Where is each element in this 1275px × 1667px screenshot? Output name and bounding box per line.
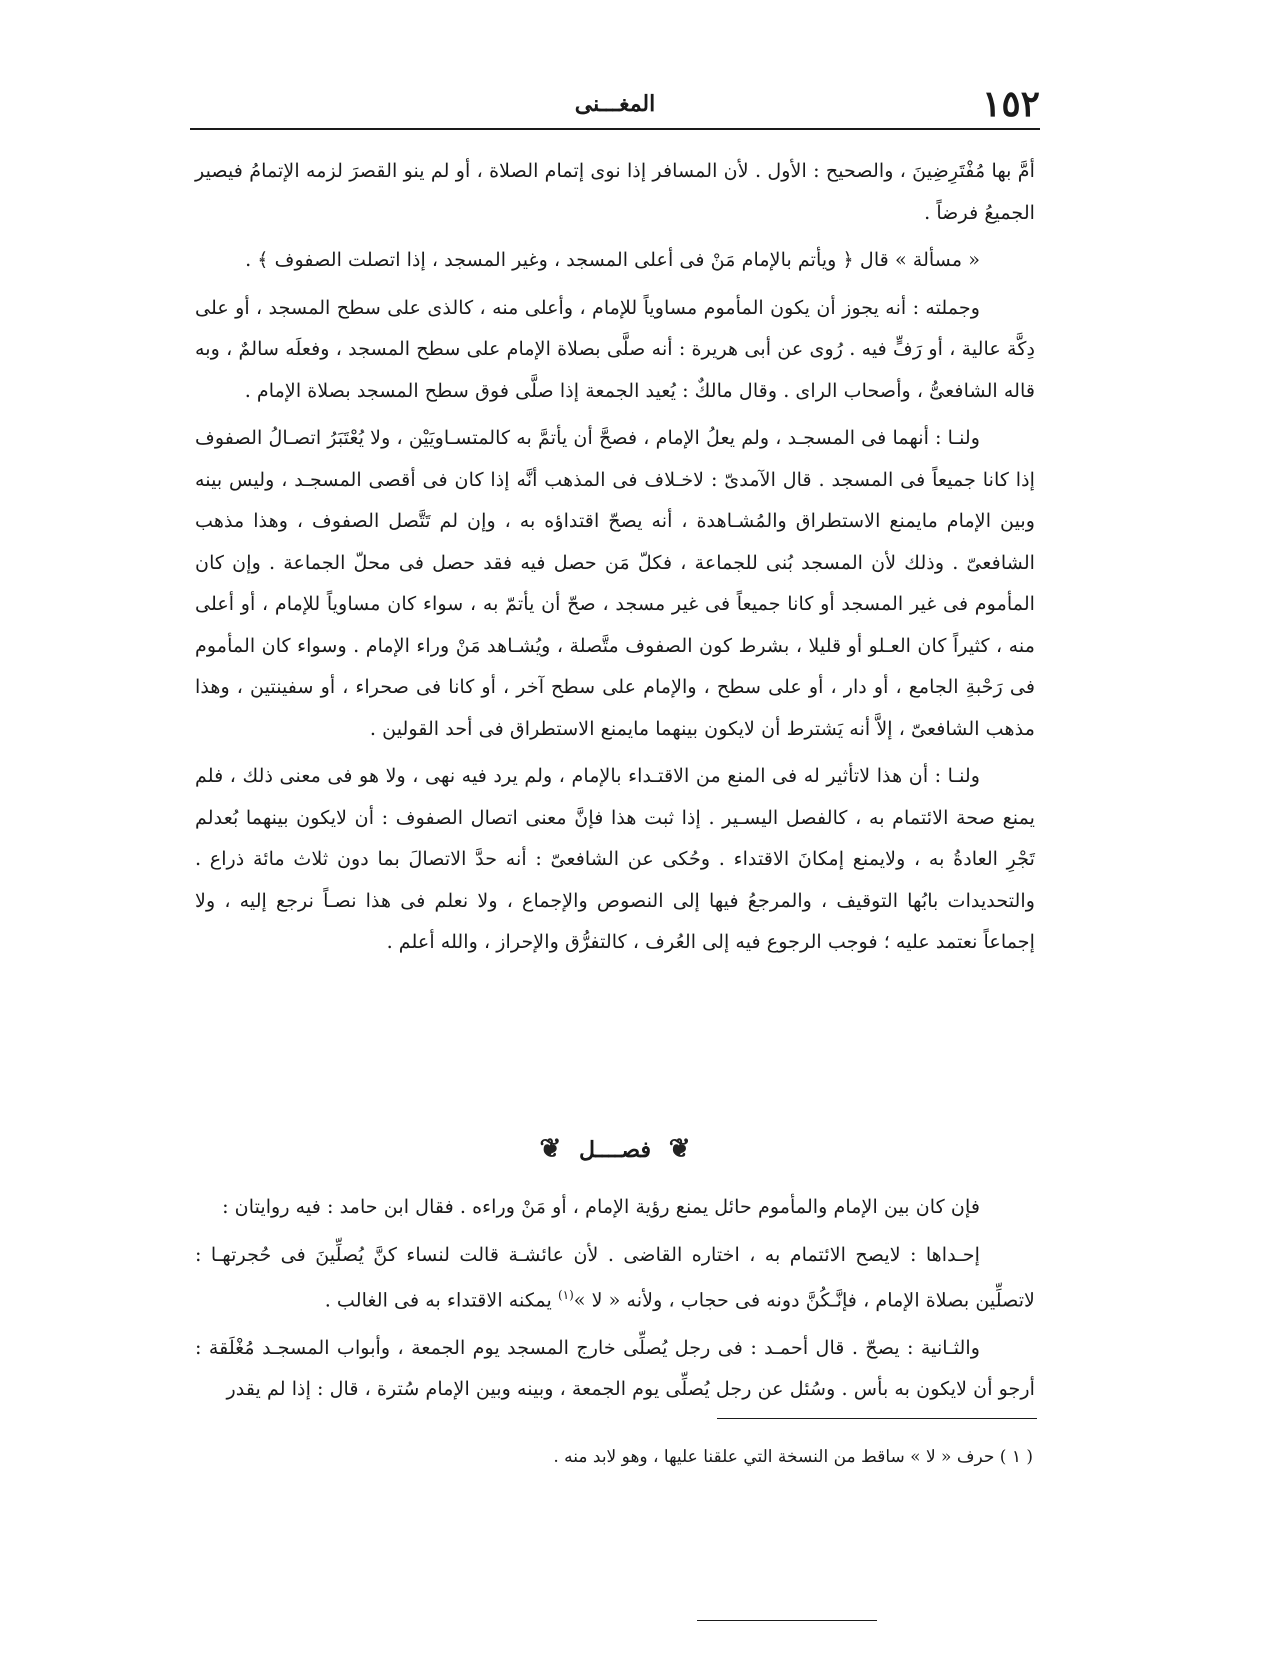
paragraph: وجملته : أنه يجوز أن يكون المأموم مساوياً للإمام ، وأعلى منه ، كالذى على سطح المسجد ، أو على دِكَّة عالية ، أو رَفٍّ فيه . رُوى عن أبى هريرة : أنه صلَّى بصلاة الإمام على سطح المسجد ، وفعلَه سالمٌ ، وبه قاله الشافعىُّ ، وأصحاب الراى . وقال مالكٌ : يُعيد الجمعة إذا صلَّى فوق سطح المسجد بصلاة الإمام .	[195, 295, 1035, 402]
footnote-marker: (١)	[557, 1288, 574, 1302]
main-text	[195, 150, 1035, 969]
paragraph-text: إحـداها : لايصح الائتمام به ، اختاره القاضى . لأن عائشـة قالت لنساء كنَّ يُصلِّينَ فى حُجرتهـا : لاتصلِّين بصلاة الإمام ، فإنَّـكُنَّ دونه فى حجاب ، ولأنه « لا »	[195, 1242, 1035, 1312]
paragraph: أمَّ بها مُفْتَرِضِينَ ، والصحيح : الأول . لأن المسافر إذا نوى إتمام الصلاة ، أو لم ينو القصرَ لزمه الإتمامُ فيصير الجميعُ فرضاً .	[195, 159, 1035, 224]
section-text	[195, 1186, 1035, 1416]
masala-paragraph: « مسألة » قال ﴿ ويأتم بالإمام مَنْ فى أعلى المسجد ، وغير المسجد ، إذا اتصلت الصفوف ﴾ .	[245, 248, 980, 271]
footnote: ( ١ ) حرف « لا » ساقط من النسخة التي علقنا عليها ، وهو لابد منه .	[553, 1447, 1033, 1467]
running-title: المغـــنى	[574, 91, 656, 117]
paragraph: ولنـا : أنهما فى المسجـد ، ولم يعلُ الإمام ، فصحَّ أن يأتمَّ به كالمتسـاويَيْن ، ولا يُعْتَبَرُ اتصـالُ الصفوف إذا كانا جميعاً فى المسجد . قال الآمدىّ : لاخـلاف فى المذهب أنَّه إذا كان فى أقصى المسجـد ، وليس بينه وبين الإمام مايمنع الاستطراق والمُشـاهدة ، أنه يصحّ اقتداؤه به ، وإن لم تَتَّصل الصفوف ، وهذا مذهب الشافعىّ . وذلك لأن المسجد بُنى للجماعة ، فكلّ مَن حصل فيه فقد حصل فى محلّ الجماعة . وإن كان المأموم فى غير المسجد أو كانا جميعاً فى غير مسجد ، صحّ أن يأتمّ به ، سواء كان مساوياً للإمام ، أو أعلى منه ، كثيراً كان العـلو أو قليلا ، بشرط كون الصفوف متَّصلة ، ويُشـاهد مَنْ وراء الإمام . وسواء كان المأموم فى رَحْبةِ الجامع ، أو دار ، أو على سطح ، والإمام على سطح آخر ، أو كانا فى صحراء ، أو سفينتين ، وهذا مذهب الشافعىّ ، إلاَّ أنه يَشترط أن لايكون بينهما مايمنع الاستطراق فى أحد القولين .	[195, 426, 1035, 740]
paragraph	[195, 1234, 1035, 1321]
header-rule	[190, 128, 1040, 130]
footnote-rule	[717, 1418, 1037, 1419]
paragraph: والثـانية : يصحّ . قال أحمـد : فى رجل يُصلِّى خارج المسجد يوم الجمعة ، وأبواب المسجـد مُغْلَقة : أرجو أن لايكون به بأس . وسُئل عن رجل يُصلِّى يوم الجمعة ، وبينه وبين الإمام سُترة ، قال : إذا لم يقدر	[195, 1335, 1035, 1401]
page-number: ١٥٢	[981, 83, 1040, 125]
page-header	[190, 78, 1040, 130]
ornament-icon: ❦	[668, 1134, 691, 1164]
paragraph: ولنـا : أن هذا لاتأثير له فى المنع من الاقتـداء بالإمام ، ولم يرد فيه نهى ، ولا هو فى معنى ذلك ، فلم يمنع صحة الائتمام به ، كالفصل اليسـير . إذا ثبت هذا فإنَّ معنى اتصال الصفوف : أن لايكون بينهما بُعدلم تَجْرِ العادةُ به ، ولايمنع إمكانَ الاقتداء . وحُكى عن الشافعىّ : أنه حدَّ الاتصالَ بما دون ثلاث مائة ذراع . والتحديدات بابُها التوقيف ، والمرجعُ فيها إلى النصوص والإجماع ، ولا نعلم فى هذا نصـاً نرجع إليه ، ولا إجماعاً نعتمد عليه ؛ فوجب الرجوع فيه إلى العُرف ، كالتفرُّق والإحراز ، والله أعلم .	[195, 764, 1035, 953]
ornament-icon: ❦	[539, 1134, 562, 1164]
paragraph-text: يمكنه الاقتداء به فى الغالب .	[324, 1288, 552, 1312]
section-heading	[195, 1125, 1035, 1173]
paragraph: فإن كان بين الإمام والمأموم حائل يمنع رؤية الإمام ، أو مَنْ وراءه . فقال ابن حامد : فيه روايتان :	[222, 1195, 980, 1218]
section-title: فصــــل	[578, 1137, 652, 1163]
bottom-rule	[697, 1620, 877, 1621]
